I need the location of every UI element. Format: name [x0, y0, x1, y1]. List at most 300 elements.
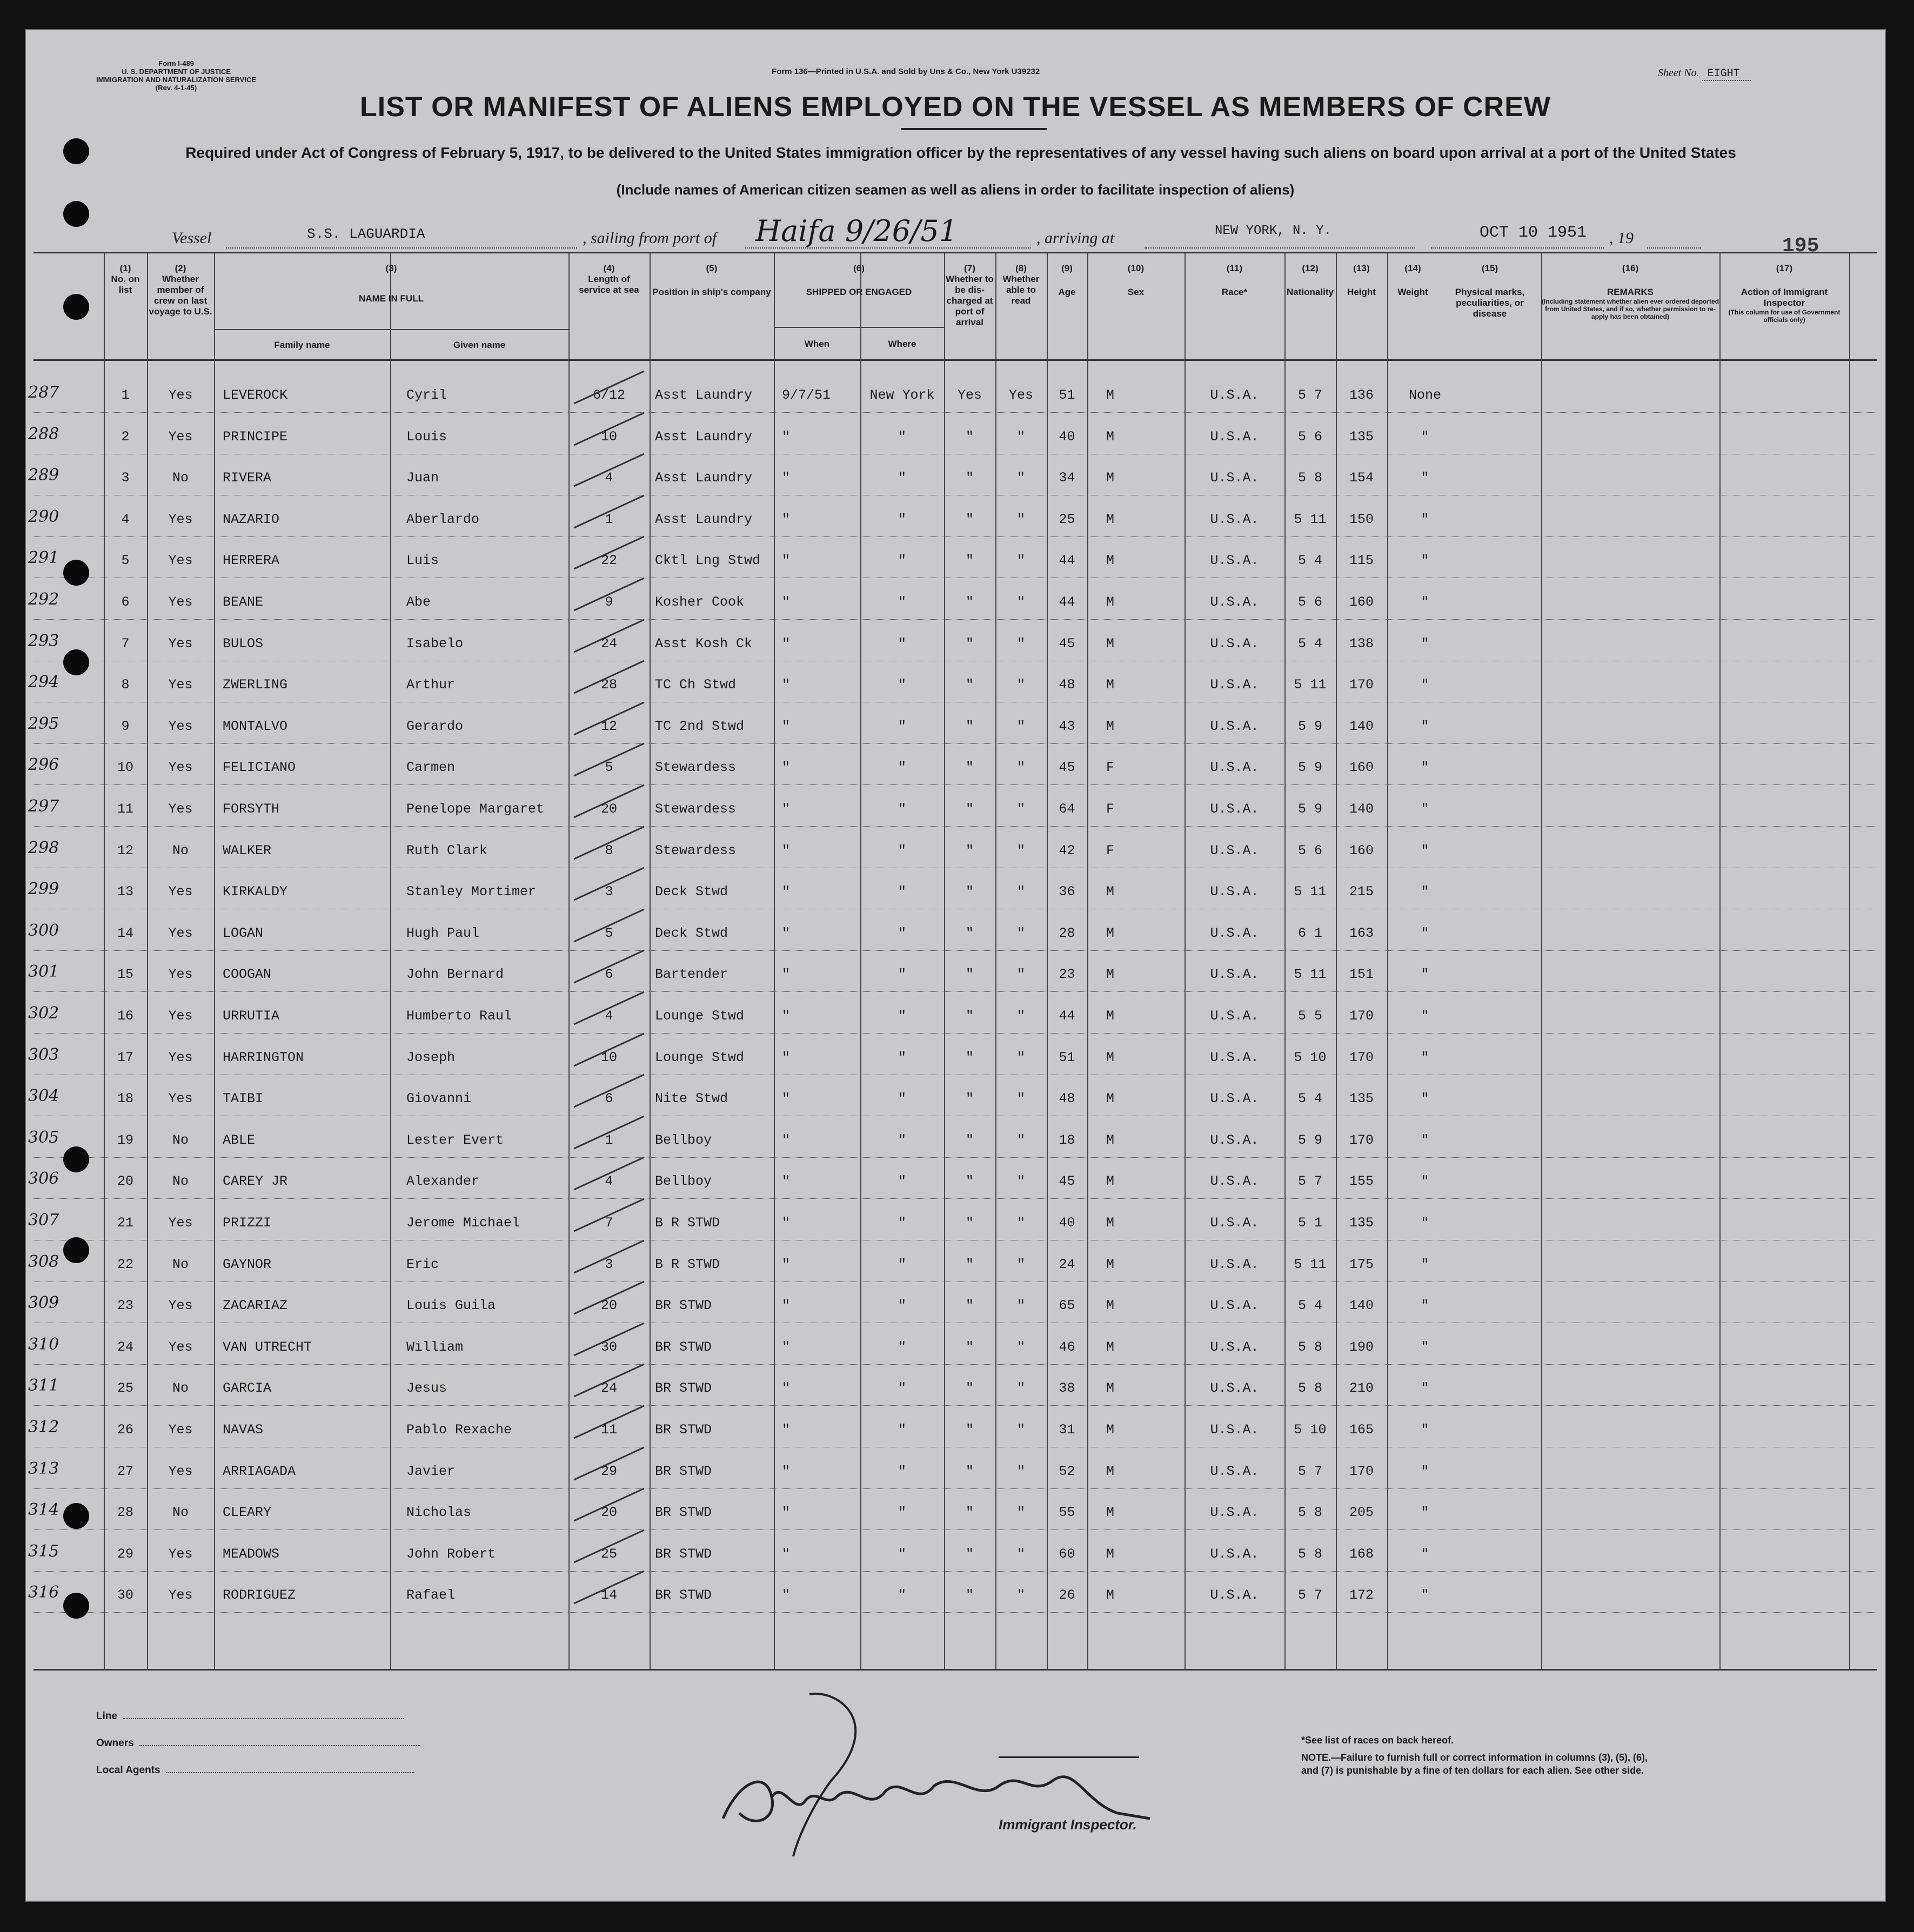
cell-position: BR STWD: [655, 1463, 712, 1479]
cell-where: ": [898, 677, 906, 693]
cell-ln: 307: [28, 1211, 59, 1230]
table-row: [28, 1075, 1877, 1116]
table-row: [28, 454, 1877, 495]
cell-position: BR STWD: [655, 1546, 712, 1562]
cell-nat: U.S.A.: [1210, 428, 1259, 445]
cell-ln: 309: [28, 1293, 59, 1313]
cell-disch: ": [965, 635, 974, 652]
cell-nat: U.S.A.: [1210, 1380, 1259, 1397]
col-num: (13): [1353, 263, 1370, 273]
cell-disch: ": [965, 967, 974, 983]
cell-ln: 292: [28, 590, 59, 609]
cell-disch: ": [965, 1587, 974, 1604]
cell-disch: ": [965, 801, 974, 817]
cell-age: 28: [1059, 925, 1075, 941]
cell-when: ": [782, 594, 791, 610]
col1-header: [104, 263, 147, 296]
check-mark-icon: [568, 448, 660, 492]
cell-height: 5 4: [1297, 635, 1322, 652]
table-row: [28, 413, 1877, 454]
table-row: [28, 1364, 1877, 1406]
cell-when: ": [782, 760, 791, 776]
cell-marks: ": [1421, 1298, 1429, 1314]
cell-read: ": [1016, 428, 1025, 445]
col17-header: [1719, 263, 1849, 324]
cell-where: ": [898, 1132, 906, 1148]
cell-ln: 304: [28, 1086, 59, 1106]
cell-no: 19: [117, 1132, 133, 1148]
cell-marks: ": [1421, 925, 1429, 941]
cell-disch: ": [965, 1546, 974, 1562]
cell-age: 44: [1059, 553, 1075, 569]
cell-position: Asst Laundry: [655, 387, 753, 403]
cell-prev: No: [172, 470, 189, 486]
cell-sex: M: [1106, 470, 1114, 486]
check-mark-icon: [568, 366, 660, 409]
cell-weight: 151: [1349, 967, 1374, 983]
cell-height: 5 8: [1297, 1380, 1322, 1397]
department: U. S. DEPARTMENT OF JUSTICE: [122, 68, 231, 76]
cell-read: ": [1016, 1298, 1025, 1314]
col-label: Physical marks, peculiarities, or disease: [1455, 287, 1525, 319]
cell-prev: Yes: [168, 677, 193, 693]
cell-given: Carmen: [406, 760, 456, 776]
cell-when: ": [782, 925, 791, 941]
cell-ln: 302: [28, 1004, 59, 1023]
cell-position: Stewardess: [655, 760, 737, 776]
penalty-note: NOTE.—Failure to furnish full or correct information in columns (3), (5), (6), and (7) is punishable by a fine of ten dollars for each alien. See other side.: [1301, 1752, 1648, 1776]
cell-no: 1: [121, 387, 130, 403]
cell-position: Lounge Stwd: [655, 1008, 745, 1024]
cell-service: 3: [605, 884, 613, 900]
cell-weight: 175: [1349, 1256, 1374, 1272]
col-label: NAME IN FULL: [359, 293, 424, 304]
cell-no: 16: [117, 1008, 133, 1024]
cell-height: 5 8: [1297, 470, 1322, 486]
cell-sex: M: [1106, 594, 1114, 610]
punch-hole: [63, 560, 89, 586]
cell-position: Deck Stwd: [655, 884, 728, 900]
col-label: Position in ship's company: [652, 287, 771, 297]
cell-when: ": [782, 1463, 791, 1479]
cell-age: 18: [1059, 1132, 1075, 1148]
cell-height: 5 11: [1294, 511, 1327, 527]
cell-height: 5 11: [1294, 677, 1327, 693]
cell-prev: Yes: [168, 760, 193, 776]
cell-disch: ": [965, 594, 974, 610]
cell-ln: 303: [28, 1045, 59, 1064]
sheet-number: [1658, 67, 1751, 80]
cell-sex: M: [1106, 1049, 1114, 1065]
cell-family: NAVAS: [223, 1422, 264, 1438]
cell-given: Penelope Margaret: [406, 801, 545, 817]
cell-sex: M: [1106, 387, 1114, 403]
cell-no: 9: [121, 718, 130, 734]
cell-family: HARRINGTON: [223, 1049, 304, 1065]
cell-ln: 295: [28, 714, 59, 733]
year-rule: [1647, 247, 1701, 249]
table-row: [28, 950, 1877, 992]
cell-read: ": [1016, 1587, 1025, 1604]
cell-nat: U.S.A.: [1210, 511, 1259, 527]
arriving-label: , arriving at: [1036, 229, 1115, 247]
cell-read: ": [1016, 511, 1025, 527]
cell-ln: 288: [28, 424, 59, 444]
cell-marks: ": [1421, 1587, 1429, 1604]
col-num: (11): [1226, 263, 1243, 273]
cell-no: 30: [117, 1587, 133, 1604]
cell-disch: ": [965, 1091, 974, 1107]
cell-given: Juan: [406, 470, 439, 486]
cell-no: 23: [117, 1298, 133, 1314]
arrival-rule: [1145, 247, 1415, 249]
cell-height: 5 11: [1294, 884, 1327, 900]
cell-family: ABLE: [223, 1132, 256, 1148]
table-row: [28, 495, 1877, 537]
cell-service: 22: [600, 553, 617, 569]
table-row: [28, 578, 1877, 620]
cell-height: 5 11: [1294, 1256, 1327, 1272]
col-num: (16): [1622, 263, 1639, 273]
cell-marks: ": [1421, 428, 1429, 445]
cell-service: 4: [605, 1008, 613, 1024]
cell-given: Rafael: [406, 1587, 456, 1604]
cell-family: MEADOWS: [223, 1546, 280, 1562]
footer-line: [96, 1710, 404, 1722]
check-mark-icon: [568, 655, 660, 699]
cell-service: 29: [600, 1463, 617, 1479]
cell-given: Abe: [406, 594, 431, 610]
cell-given: Cyril: [406, 387, 447, 403]
cell-family: ARRIAGADA: [223, 1463, 296, 1479]
cell-when: ": [782, 1215, 791, 1231]
cell-age: 45: [1059, 760, 1075, 776]
cell-nat: U.S.A.: [1210, 1422, 1259, 1438]
cell-ln: 296: [28, 755, 59, 775]
cell-age: 42: [1059, 842, 1075, 858]
cell-read: ": [1016, 635, 1025, 652]
cell-given: Humberto Raul: [406, 1008, 512, 1024]
cell-disch: ": [965, 1298, 974, 1314]
cell-age: 44: [1059, 594, 1075, 610]
cell-ln: 313: [28, 1459, 59, 1478]
col-label: Whether member of crew on last voyage to U.S.: [149, 274, 212, 317]
cell-age: 45: [1059, 1173, 1075, 1190]
cell-height: 5 8: [1297, 1505, 1322, 1521]
cell-where: ": [898, 1546, 906, 1562]
cell-weight: 160: [1349, 594, 1374, 610]
agents-rule: [166, 1772, 414, 1773]
cell-ln: 293: [28, 631, 59, 650]
cell-height: 5 4: [1297, 553, 1322, 569]
punch-hole: [63, 1146, 89, 1172]
table-row: [28, 661, 1877, 702]
cell-no: 22: [117, 1256, 133, 1272]
check-mark-icon: [568, 987, 660, 1030]
cell-service: 24: [600, 1380, 617, 1397]
cell-service: 20: [600, 801, 617, 817]
cell-when: 9/7/51: [782, 387, 831, 403]
port-rule: [745, 247, 1031, 249]
col2-header: [147, 263, 214, 317]
cell-service: 1: [605, 1132, 613, 1148]
cell-position: BR STWD: [655, 1380, 712, 1397]
cell-position: Asst Laundry: [655, 470, 753, 486]
cell-weight: 115: [1349, 553, 1374, 569]
cell-where: ": [898, 1008, 906, 1024]
manifest-sheet: [25, 29, 1886, 1902]
cell-family: COOGAN: [223, 967, 272, 983]
cell-marks: ": [1421, 1132, 1429, 1148]
cell-disch: ": [965, 760, 974, 776]
cell-age: 64: [1059, 801, 1075, 817]
col-num: (10): [1127, 263, 1145, 273]
cell-weight: 170: [1349, 1463, 1374, 1479]
table-row: [28, 1530, 1877, 1572]
cell-given: Nicholas: [406, 1505, 472, 1521]
cell-height: 5 4: [1297, 1091, 1322, 1107]
cell-family: WALKER: [223, 842, 272, 858]
punch-hole: [63, 138, 89, 164]
cell-ln: 298: [28, 838, 59, 857]
cell-position: Stewardess: [655, 842, 737, 858]
cell-given: Giovanni: [406, 1091, 472, 1107]
cell-height: 5 7: [1297, 1587, 1322, 1604]
cell-marks: ": [1421, 1463, 1429, 1479]
cell-when: ": [782, 967, 791, 983]
cell-where: ": [898, 760, 906, 776]
cell-nat: U.S.A.: [1210, 925, 1259, 941]
cell-position: B R STWD: [655, 1256, 720, 1272]
check-mark-icon: [568, 904, 660, 947]
check-mark-icon: [568, 780, 660, 823]
cell-marks: ": [1421, 1091, 1429, 1107]
col15-header: [1438, 263, 1541, 319]
cell-no: 7: [121, 635, 130, 652]
document-title: LIST OR MANIFEST OF ALIENS EMPLOYED ON THE VESSEL AS MEMBERS OF CREW: [360, 91, 1551, 123]
cell-sex: M: [1106, 677, 1114, 693]
cell-given: Lester Evert: [406, 1132, 504, 1148]
cell-read: ": [1016, 1215, 1025, 1231]
cell-where: ": [898, 594, 906, 610]
cell-marks: ": [1421, 553, 1429, 569]
cell-age: 55: [1059, 1505, 1075, 1521]
cell-no: 14: [117, 925, 133, 941]
cell-disch: ": [965, 1132, 974, 1148]
cell-position: Asst Laundry: [655, 428, 753, 445]
cell-read: ": [1016, 1091, 1025, 1107]
cell-when: ": [782, 1256, 791, 1272]
punch-hole: [63, 649, 89, 675]
table-row: [28, 1282, 1877, 1323]
cell-position: Kosher Cook: [655, 594, 745, 610]
cell-read: ": [1016, 470, 1025, 486]
cell-when: ": [782, 1008, 791, 1024]
cell-given: Jesus: [406, 1380, 447, 1397]
cell-sex: M: [1106, 1339, 1114, 1355]
table-row: [28, 992, 1877, 1034]
cell-height: 5 11: [1294, 967, 1327, 983]
check-mark-icon: [568, 738, 660, 781]
check-mark-icon: [568, 1359, 660, 1402]
cell-service: 4: [605, 470, 613, 486]
cell-when: ": [782, 801, 791, 817]
cell-family: URRUTIA: [223, 1008, 280, 1024]
cell-age: 51: [1059, 1049, 1075, 1065]
cell-service: 1: [605, 511, 613, 527]
cell-marks: ": [1421, 1173, 1429, 1190]
table-row: [28, 536, 1877, 578]
arrival-date-stamp: OCT 10 1951: [1480, 224, 1587, 242]
cell-disch: ": [965, 1380, 974, 1397]
cell-weight: 160: [1349, 760, 1374, 776]
cell-prev: Yes: [168, 967, 193, 983]
cell-prev: No: [172, 842, 189, 858]
cell-service: 10: [600, 428, 617, 445]
cell-ln: 299: [28, 880, 59, 899]
cell-read: ": [1016, 1339, 1025, 1355]
cell-height: 5 1: [1297, 1215, 1322, 1231]
cell-position: Stewardess: [655, 801, 737, 817]
cell-weight: 205: [1349, 1505, 1374, 1521]
cell-prev: Yes: [168, 1215, 193, 1231]
cell-when: ": [782, 553, 791, 569]
cell-ln: 308: [28, 1252, 59, 1271]
cell-read: ": [1016, 884, 1025, 900]
cell-sex: M: [1106, 1463, 1114, 1479]
cell-read: ": [1016, 718, 1025, 734]
cell-sex: M: [1106, 1173, 1114, 1190]
cell-prev: Yes: [168, 1091, 193, 1107]
col14-header: [1387, 263, 1438, 298]
col-label: Action of Immigrant Inspector: [1741, 287, 1828, 308]
cell-when: ": [782, 1505, 791, 1521]
cell-given: Joseph: [406, 1049, 456, 1065]
cell-where: ": [898, 1422, 906, 1438]
cell-when: ": [782, 1132, 791, 1148]
table-row: [28, 785, 1877, 827]
cell-weight: 170: [1349, 1132, 1374, 1148]
col-num: (2): [175, 263, 186, 273]
cell-read: ": [1016, 1008, 1025, 1024]
cell-family: PRIZZI: [223, 1215, 272, 1231]
cell-ln: 300: [28, 921, 59, 940]
cell-family: GAYNOR: [223, 1256, 272, 1272]
cell-no: 15: [117, 967, 133, 983]
cell-disch: ": [965, 470, 974, 486]
cell-service: 8: [605, 842, 613, 858]
cell-disch: ": [965, 677, 974, 693]
cell-sex: M: [1106, 884, 1114, 900]
cell-marks: ": [1421, 1339, 1429, 1355]
cell-service: 30: [600, 1339, 617, 1355]
table-row: [28, 909, 1877, 951]
cell-weight: 210: [1349, 1380, 1374, 1397]
cell-read: ": [1016, 760, 1025, 776]
check-mark-icon: [568, 862, 660, 905]
cell-age: 24: [1059, 1256, 1075, 1272]
table-row: [28, 1157, 1877, 1199]
cell-sex: M: [1106, 1546, 1114, 1562]
punch-hole: [63, 294, 89, 320]
col-num: (15): [1481, 263, 1498, 273]
cell-weight: 138: [1349, 635, 1374, 652]
cell-age: 48: [1059, 1091, 1075, 1107]
col9-header: [1047, 263, 1087, 298]
cell-weight: 160: [1349, 842, 1374, 858]
check-mark-icon: [568, 1152, 660, 1195]
cell-ln: 311: [28, 1376, 59, 1396]
cell-when: ": [782, 1298, 791, 1314]
cell-height: 5 10: [1294, 1422, 1327, 1438]
punch-hole: [63, 1593, 89, 1619]
check-mark-icon: [568, 1400, 660, 1444]
cell-service: 24: [600, 635, 617, 652]
cell-ln: 305: [28, 1128, 59, 1147]
cell-disch: ": [965, 428, 974, 445]
check-mark-icon: [568, 1235, 660, 1278]
cell-weight: 140: [1349, 801, 1374, 817]
cell-given: Luis: [406, 553, 439, 569]
col7-header: [944, 263, 995, 328]
cell-prev: Yes: [168, 1422, 193, 1438]
check-mark-icon: [568, 1318, 660, 1361]
cell-prev: Yes: [168, 884, 193, 900]
cell-no: 27: [117, 1463, 133, 1479]
check-mark-icon: [568, 1193, 660, 1237]
cell-family: ZWERLING: [223, 677, 288, 693]
signature-text: AW Muurgaard: [723, 1851, 727, 1852]
cell-ln: 301: [28, 962, 59, 982]
cell-ln: 315: [28, 1541, 59, 1561]
check-mark-icon: [568, 1069, 660, 1112]
cell-age: 46: [1059, 1339, 1075, 1355]
check-mark-icon: [568, 1483, 660, 1526]
cell-no: 18: [117, 1091, 133, 1107]
cell-prev: Yes: [168, 1339, 193, 1355]
cell-where: ": [898, 1339, 906, 1355]
check-mark-icon: [568, 945, 660, 988]
col-num: (4): [603, 263, 615, 273]
cell-sex: M: [1106, 1008, 1114, 1024]
check-mark-icon: [568, 407, 660, 451]
cell-position: Asst Laundry: [655, 511, 753, 527]
cell-given: John Bernard: [406, 967, 504, 983]
table-row: [28, 1116, 1877, 1158]
cell-weight: 170: [1349, 677, 1374, 693]
cell-height: 5 7: [1297, 1173, 1322, 1190]
cell-when: ": [782, 1091, 791, 1107]
cell-marks: ": [1421, 1008, 1429, 1024]
cell-marks: ": [1421, 470, 1429, 486]
cell-nat: U.S.A.: [1210, 1256, 1259, 1272]
cell-family: RODRIGUEZ: [223, 1587, 296, 1604]
cell-where: ": [898, 842, 906, 858]
cell-family: LEVEROCK: [223, 387, 288, 403]
col4-header: [574, 263, 644, 296]
cell-sex: M: [1106, 511, 1114, 527]
cell-when: ": [782, 1173, 791, 1190]
cell-marks: None: [1408, 387, 1441, 403]
cell-weight: 155: [1349, 1173, 1374, 1190]
cell-age: 25: [1059, 511, 1075, 527]
cell-given: Javier: [406, 1463, 456, 1479]
cell-family: MONTALVO: [223, 718, 288, 734]
where-header: Where: [888, 339, 916, 349]
check-mark-icon: [568, 573, 660, 616]
table-row: [28, 702, 1877, 744]
family-name-header: Family name: [274, 340, 330, 350]
